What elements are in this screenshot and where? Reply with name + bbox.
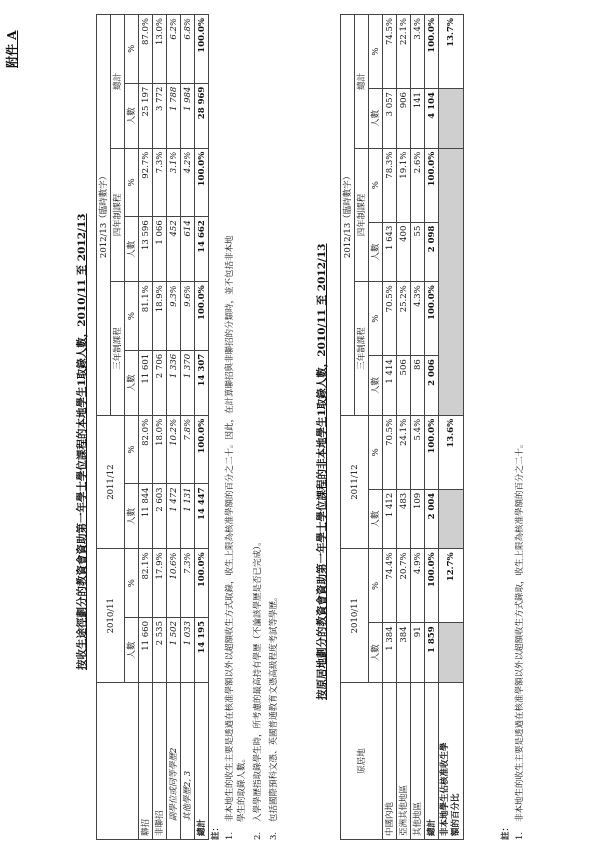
row-label: 其他學歷2, 3: [181, 683, 195, 840]
percent-cell: 100.0%: [195, 415, 209, 484]
notes-header: 註：: [501, 822, 511, 840]
row-head-origin: 原居地: [341, 683, 383, 840]
percent-cell: 9.3%: [167, 282, 181, 351]
annex-label: 附件 A: [5, 30, 19, 68]
note-number: 1.: [515, 831, 525, 840]
shade-cell: [439, 89, 464, 149]
count-cell: 483: [397, 489, 411, 549]
table-corner-cell: [97, 683, 139, 840]
count-cell: 28 969: [195, 83, 209, 148]
share-value: 12.7%: [439, 549, 464, 623]
count-cell: 2 098: [425, 222, 439, 282]
count-cell: 13 596: [139, 217, 153, 282]
col-head-num: 人數: [369, 222, 383, 282]
subhead-four-year: 四年制課程: [111, 148, 125, 282]
share-row: [439, 15, 464, 840]
col-head-pct: %: [125, 148, 139, 217]
table-row: [181, 15, 195, 840]
percent-cell: 100.0%: [425, 15, 439, 89]
table2-title: 按原居地劃分的教資會資助第一年學士學位課程的非本地學生1取錄人數，2010/11 至 2012/13: [316, 243, 328, 700]
note-text: 學生的取錄人數。: [237, 753, 247, 822]
percent-cell: 100.0%: [425, 282, 439, 356]
col-head-num: 人數: [369, 623, 383, 683]
count-cell: 1 384: [383, 623, 397, 683]
shade-cell: [439, 623, 464, 683]
year-header: 2012/13（臨時數字）: [341, 15, 355, 416]
col-head-num: 人數: [369, 356, 383, 416]
count-cell: 1 502: [167, 618, 181, 683]
percent-cell: 70.5%: [383, 415, 397, 489]
count-cell: 1 033: [181, 618, 195, 683]
percent-cell: 4.9%: [411, 549, 425, 623]
percent-cell: 2.6%: [411, 148, 425, 222]
percent-cell: 17.9%: [153, 549, 167, 618]
share-value: 13.7%: [439, 15, 464, 89]
count-cell: 1 336: [167, 350, 181, 415]
count-cell: 3 772: [153, 83, 167, 148]
percent-cell: 4.3%: [411, 282, 425, 356]
table-header-row: [97, 15, 111, 840]
percent-cell: 78.3%: [383, 148, 397, 222]
col-head-num: 人數: [125, 484, 139, 549]
table1-title: 按收生途徑劃分的教資會資助第一年學士學位課程的本地學生1取錄人數，2010/11 至 2012/13: [76, 213, 88, 670]
row-label: 亞洲其他地區: [397, 683, 411, 840]
table-header-row: [341, 15, 355, 840]
percent-cell: 9.6%: [181, 282, 195, 351]
percent-cell: 5.4%: [411, 415, 425, 489]
year-header: 2010/11: [341, 549, 369, 683]
year-header: 2011/12: [97, 415, 125, 549]
count-cell: 11 601: [139, 350, 153, 415]
note-number: 3.: [269, 831, 279, 840]
note-text: 非本地生的收生主要是透過在核准學額以外以超額收生方式錄取，收生上限為核准學額的百分之二十。: [515, 439, 525, 822]
percent-cell: 100.0%: [195, 282, 209, 351]
count-cell: 109: [411, 489, 425, 549]
percent-cell: 81.1%: [139, 282, 153, 351]
col-head-pct: %: [369, 549, 383, 623]
col-head-num: 人數: [369, 489, 383, 549]
count-cell: 1 788: [167, 83, 181, 148]
admissions-by-route-table: [96, 14, 209, 840]
count-cell: 2 706: [153, 350, 167, 415]
percent-cell: 22.1%: [397, 15, 411, 89]
year-header: 2011/12: [341, 415, 369, 549]
percent-cell: 100.0%: [425, 148, 439, 222]
count-cell: 1 412: [383, 489, 397, 549]
percent-cell: 92.7%: [139, 148, 153, 217]
percent-cell: 82.0%: [139, 415, 153, 484]
table2-notes: [500, 20, 530, 840]
count-cell: 14 307: [195, 350, 209, 415]
row-label: 聯招: [139, 683, 153, 840]
table-row: [425, 15, 439, 840]
percent-cell: 70.5%: [383, 282, 397, 356]
percent-cell: 100.0%: [195, 148, 209, 217]
count-cell: 614: [181, 217, 195, 282]
percent-cell: 100.0%: [195, 549, 209, 618]
table-row: [195, 15, 209, 840]
count-cell: 400: [397, 222, 411, 282]
table-row: [139, 15, 153, 840]
count-cell: 2 603: [153, 484, 167, 549]
share-label-line: 非本地學生佔核准收生學: [440, 742, 450, 836]
count-cell: 91: [411, 623, 425, 683]
count-cell: 11 844: [139, 484, 153, 549]
percent-cell: 4.2%: [181, 148, 195, 217]
percent-cell: 7.3%: [153, 148, 167, 217]
col-head-num: 人數: [125, 217, 139, 282]
subhead-three-year: 三年制課程: [355, 282, 369, 416]
row-label: 中國內地: [383, 683, 397, 840]
table-row: [397, 15, 411, 840]
count-cell: 506: [397, 356, 411, 416]
percent-cell: 100.0%: [425, 415, 439, 489]
share-value: 13.6%: [439, 415, 464, 489]
count-cell: 14 195: [195, 618, 209, 683]
count-cell: 2 004: [425, 489, 439, 549]
note-number: 1.: [225, 831, 235, 840]
percent-cell: 7.8%: [181, 415, 195, 484]
col-head-pct: %: [125, 415, 139, 484]
percent-cell: 3.4%: [411, 15, 425, 89]
row-label: 總計: [425, 683, 439, 840]
percent-cell: 19.1%: [397, 148, 411, 222]
year-header: 2010/11: [97, 549, 125, 683]
count-cell: 14 662: [195, 217, 209, 282]
percent-cell: 20.7%: [397, 549, 411, 623]
subhead-three-year: 三年制課程: [111, 282, 125, 416]
subhead-total: 總計: [111, 15, 125, 149]
count-cell: 25 197: [139, 83, 153, 148]
row-label: 非聯招: [153, 683, 167, 840]
percent-cell: 10.2%: [167, 415, 181, 484]
note-item: [268, 20, 280, 840]
count-cell: 1 643: [383, 222, 397, 282]
percent-cell: 100.0%: [425, 549, 439, 623]
notes-header: 註：: [211, 822, 221, 840]
col-head-pct: %: [369, 282, 383, 356]
subhead-total: 總計: [355, 15, 369, 149]
table-row: [153, 15, 167, 840]
count-cell: 1 131: [181, 484, 195, 549]
row-label: 其他地區: [411, 683, 425, 840]
count-cell: 452: [167, 217, 181, 282]
percent-cell: 18.0%: [153, 415, 167, 484]
shade-cell: [439, 148, 464, 415]
col-head-num: 人數: [125, 618, 139, 683]
share-label-line: 額的百分比: [451, 793, 461, 836]
year-header: 2012/13（臨時數字）: [97, 15, 111, 416]
count-cell: 3 057: [383, 89, 397, 149]
percent-cell: 24.1%: [397, 415, 411, 489]
note-text: 入學學歷指取錄學生時，所考慮的最高持有學歷（不論該學歷是否已完成）。: [253, 537, 263, 822]
table-row: [167, 15, 181, 840]
percent-cell: 13.0%: [153, 15, 167, 84]
row-label: 副學位或同等學歷2: [167, 683, 181, 840]
col-head-pct: %: [369, 415, 383, 489]
count-cell: 2 006: [425, 356, 439, 416]
percent-cell: 6.8%: [181, 15, 195, 84]
col-head-pct: %: [369, 148, 383, 222]
count-cell: 14 447: [195, 484, 209, 549]
percent-cell: 3.1%: [167, 148, 181, 217]
count-cell: 11 660: [139, 618, 153, 683]
table-row: [411, 15, 425, 840]
percent-cell: 74.4%: [383, 549, 397, 623]
percent-cell: 7.3%: [181, 549, 195, 618]
count-cell: 4 104: [425, 89, 439, 149]
count-cell: 141: [411, 89, 425, 149]
count-cell: 2 535: [153, 618, 167, 683]
count-cell: 1 984: [181, 83, 195, 148]
count-cell: 384: [397, 623, 411, 683]
col-head-num: 人數: [125, 350, 139, 415]
percent-cell: 25.2%: [397, 282, 411, 356]
percent-cell: 82.1%: [139, 549, 153, 618]
percent-cell: 74.5%: [383, 15, 397, 89]
share-label: [439, 683, 464, 840]
count-cell: 1 472: [167, 484, 181, 549]
count-cell: 86: [411, 356, 425, 416]
count-cell: 55: [411, 222, 425, 282]
table1-notes: [210, 20, 284, 840]
note-text: 非本地生的收生主要是透過在核准學額以外以超額收生方式取錄，收生上限為核准學額的百分之二十。因此，在計算聯招與非聯招的分類時，並不包括非本地: [225, 235, 235, 822]
percent-cell: 18.9%: [153, 282, 167, 351]
shade-cell: [439, 489, 464, 549]
percent-cell: 87.0%: [139, 15, 153, 84]
col-head-num: 人數: [369, 89, 383, 149]
col-head-pct: %: [125, 282, 139, 351]
count-cell: 1 370: [181, 350, 195, 415]
percent-cell: 6.2%: [167, 15, 181, 84]
count-cell: 906: [397, 89, 411, 149]
admissions-by-origin-table: [340, 14, 464, 840]
col-head-pct: %: [125, 549, 139, 618]
note-text: 包括國際預科文憑、英國普通教育文憑高級程度考試等學歷。: [269, 592, 279, 822]
percent-cell: 10.6%: [167, 549, 181, 618]
note-number: 2.: [253, 831, 263, 840]
count-cell: 1 859: [425, 623, 439, 683]
count-cell: 1 414: [383, 356, 397, 416]
note-item: [252, 20, 264, 840]
row-label: 總計: [195, 683, 209, 840]
percent-cell: 100.0%: [195, 15, 209, 84]
subhead-four-year: 四年制課程: [355, 148, 369, 282]
note-item: [224, 20, 248, 840]
table-row: [383, 15, 397, 840]
count-cell: 1 066: [153, 217, 167, 282]
note-item: [514, 20, 526, 840]
col-head-pct: %: [125, 15, 139, 84]
col-head-num: 人數: [125, 83, 139, 148]
col-head-pct: %: [369, 15, 383, 89]
